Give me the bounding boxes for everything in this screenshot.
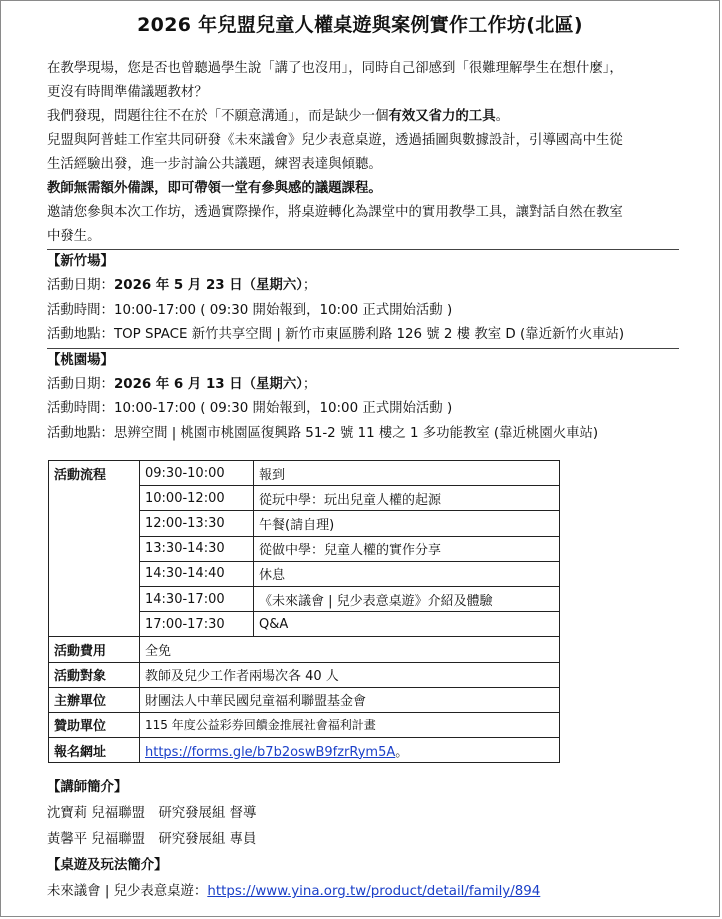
speaker-item: 沈寶莉 兒福聯盟 研究發展組 督導: [47, 806, 257, 821]
table-row: [49, 637, 560, 662]
hsinchu-place: [47, 323, 679, 348]
speakers-heading: 【講師簡介】: [47, 780, 128, 795]
schedule-time: 12:00-13:30: [140, 511, 254, 536]
intro-paragraph-1-line-1: 在教學現場，您是否也曾聽過學生說「講了也沒用」，同時自己卻感到「很難理解學生在想什麼」，: [47, 61, 623, 76]
taoyuan-place-value: 思辨空間 | 桃園市桃園區復興路 51-2 號 11 樓之 1 多功能教室 (靠近桃園火車站): [113, 425, 599, 441]
taoyuan-date-label: 活動日期：: [47, 376, 114, 392]
schedule-item: 午餐(請自理): [254, 511, 560, 536]
hsinchu-date-label: 活動日期：: [47, 278, 114, 293]
schedule-time: 17:00-17:30: [140, 612, 254, 637]
schedule-item: 報到: [254, 461, 560, 486]
intro-paragraph-5-line-2: 中發生。: [47, 229, 101, 244]
intro-paragraph-3-line-1: 兒盟與阿普蛙工作室共同研發《未來議會》兒少表意桌遊，透過插圖與數據設計，引導國高中生從: [47, 133, 623, 148]
intro-paragraph-4-bold: 教師無需額外備課，即可帶領一堂有參與感的議題課程。: [47, 181, 382, 196]
table-row: [49, 738, 560, 763]
taoyuan-section: [47, 349, 679, 447]
hsinchu-place-value: TOP SPACE 新竹共享空間 | 新竹市東區勝利路 126 號 2 樓 教室 D (靠近新竹火車站): [113, 327, 625, 343]
taoyuan-time-label: 活動時間：: [47, 401, 114, 417]
schedule-item: 從做中學：兒童人權的實作分享: [254, 536, 560, 561]
hsinchu-heading: 【新竹場】: [47, 254, 114, 269]
taoyuan-time: [47, 397, 679, 422]
intro-section: [47, 57, 679, 447]
taoyuan-date: [47, 373, 679, 398]
taoyuan-date-value: 2026 年 6 月 13 日（星期六）: [113, 376, 303, 392]
taoyuan-heading: 【桃園場】: [47, 352, 114, 368]
schedule-item: 《未來議會 | 兒少表意桌遊》介紹及體驗: [254, 586, 560, 611]
schedule-time: 14:30-17:00: [140, 586, 254, 611]
schedule-item: Q&A: [254, 612, 560, 637]
intro-paragraph-2-text: 我們發現，問題往往不在於「不願意溝通」，而是缺少一個: [47, 109, 389, 124]
table-row: [49, 461, 560, 486]
schedule-time: 10:00-12:00: [140, 486, 254, 511]
audience-value: 教師及兒少工作者兩場次各 40 人: [140, 662, 560, 687]
fee-label: 活動費用: [49, 637, 140, 662]
schedule-time: 13:30-14:30: [140, 536, 254, 561]
game-intro: [47, 879, 687, 905]
intro-paragraph-2: [47, 105, 679, 129]
game-link[interactable]: https://www.yina.org.tw/product/detail/family/894: [207, 884, 541, 899]
schedule-time: 14:30-14:40: [140, 561, 254, 586]
hsinchu-time-label: 活動時間：: [47, 302, 114, 318]
taoyuan-date-suffix: ；: [302, 376, 317, 392]
hsinchu-time-value: 10:00-17:00 ( 09:30 開始報到，10:00 正式開始活動 ): [113, 302, 453, 318]
organizer-label: 主辦單位: [49, 687, 140, 712]
schedule-item: 休息: [254, 561, 560, 586]
fee-value: 全免: [140, 637, 560, 662]
taoyuan-place: [47, 422, 679, 447]
game-heading: 【桌遊及玩法簡介】: [47, 858, 168, 873]
signup-label: 報名網址: [49, 738, 140, 763]
intro-paragraph-2-bold: 有效又省力的工具: [388, 109, 496, 124]
schedule-item: 從玩中學：玩出兒童人權的起源: [254, 486, 560, 511]
audience-label: 活動對象: [49, 662, 140, 687]
organizer-value: 財團法人中華民國兒童福利聯盟基金會: [140, 687, 560, 712]
hsinchu-time: [47, 299, 679, 324]
hsinchu-section: [47, 250, 679, 348]
page-title: 2026 年兒盟兒童人權桌遊與案例實作工作坊(北區): [137, 14, 583, 36]
hsinchu-place-label: 活動地點：: [47, 327, 114, 343]
table-row: [49, 712, 560, 737]
table-row: [49, 687, 560, 712]
signup-cell: [140, 738, 560, 763]
taoyuan-time-value: 10:00-17:00 ( 09:30 開始報到，10:00 正式開始活動 ): [113, 401, 453, 417]
sponsor-value: 115 年度公益彩券回饋金推展社會福利計畫: [140, 712, 560, 737]
speaker-item: 黃馨平 兒福聯盟 研究發展組 專員: [47, 832, 257, 847]
game-label: 未來議會 | 兒少表意桌遊：: [47, 884, 208, 899]
taoyuan-place-label: 活動地點：: [47, 425, 114, 441]
intro-paragraph-2-end: 。: [495, 109, 509, 124]
signup-link[interactable]: https://forms.gle/b7b2oswB9fzrRym5A: [145, 744, 396, 760]
table-row: [49, 662, 560, 687]
schedule-time: 09:30-10:00: [140, 461, 254, 486]
signup-suffix: 。: [395, 744, 409, 760]
hsinchu-date: [47, 274, 679, 299]
intro-paragraph-3-line-2: 生活經驗出發，進一步討論公共議題，練習表達與傾聽。: [47, 157, 382, 172]
schedule-label: 活動流程: [49, 461, 140, 637]
sponsor-label: 贊助單位: [49, 712, 140, 737]
bottom-section: [47, 775, 687, 905]
hsinchu-date-suffix: ；: [302, 278, 317, 293]
intro-paragraph-1-line-2: 更沒有時間準備議題教材？: [47, 85, 208, 100]
intro-paragraph-5-line-1: 邀請您參與本次工作坊，透過實際操作，將桌遊轉化為課堂中的實用教學工具，讓對話自然在教室: [47, 205, 623, 220]
hsinchu-date-value: 2026 年 5 月 23 日（星期六）: [113, 278, 303, 293]
event-info-table: [48, 460, 560, 763]
